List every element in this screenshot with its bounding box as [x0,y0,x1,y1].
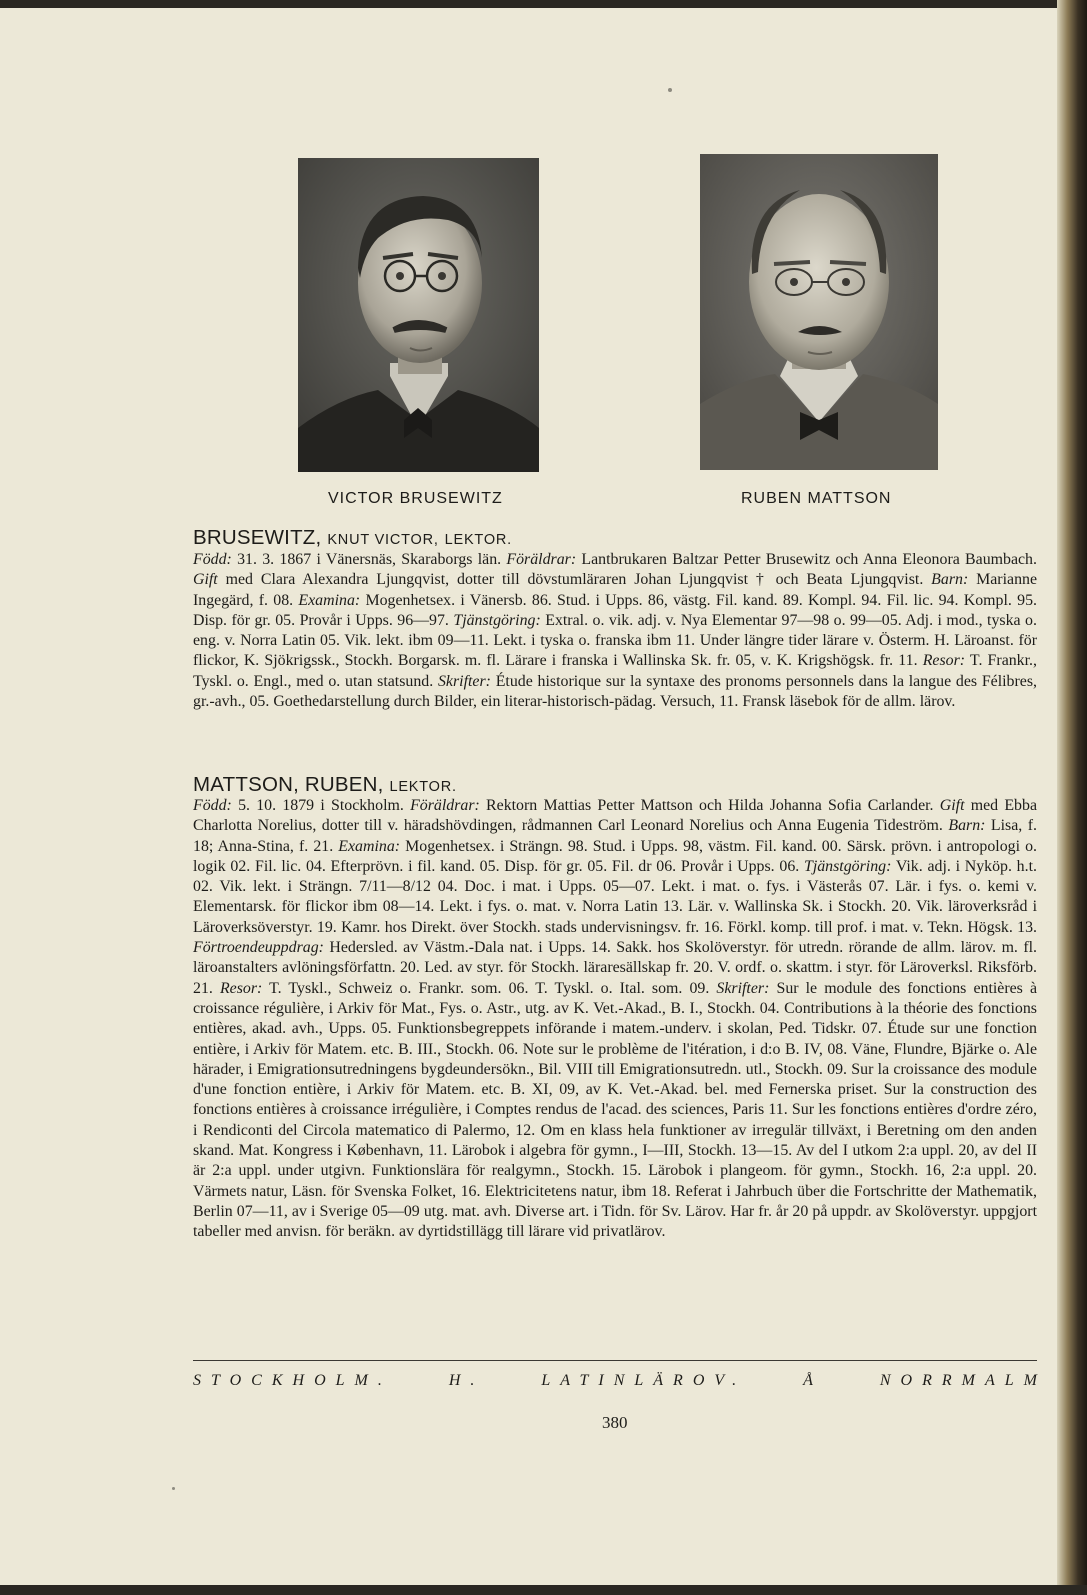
book-spine-edge [1057,0,1087,1595]
entry-biography-brusewitz [193,550,1037,712]
field-label-fortroendeuppdrag: Förtroendeuppdrag: [193,939,324,957]
field-text: 5. 10. 1879 i Stockholm. [231,797,411,814]
portrait-caption-left: VICTOR BRUSEWITZ [328,490,503,507]
page-top-edge [0,0,1087,8]
entry-heading-mattson [193,773,457,797]
field-label-resor: Resor: [219,979,263,997]
field-text: T. Frankr., Tyskl. o. Engl., med o. utan statsund. [193,652,1037,690]
portrait-caption-right: RUBEN MATTSON [741,490,892,507]
paper-speck [668,88,672,92]
field-text: 31. 3. 1867 i Vänersnäs, Skaraborgs län. [231,551,507,568]
field-label-fodd: Född: [193,797,232,814]
field-text: Lantbrukaren Baltzar Petter Brusewitz och Anna Eleonora Baumbach. [576,551,1037,568]
portrait-victor-brusewitz [298,158,539,472]
printer-footer [193,1372,1047,1390]
field-text: Sur le module des fonctions entières à croissance régulière, i Arkiv för Mat., Fys. o. Astr., utg. av K. Vet.-Akad., B. I., Stockh. 04. Contributions à la théorie des fonctions entières, akad. avh., Upps. 05. Funktionsbegreppets införande i matem.-underv. i skolan, Ped. Tidskr. 07. Étude sur une fonction entière, i Arkiv för Matem. etc. B. III., Stockh. 06. Note sur le problème de l'itération, i d:o B. IV, 08. Väne, Flundre, Bjärke o. Ale härader, i Emigrationsutredningens bygdeundersökn., Bil. VIII till Emigrationsutredn. utl., Stockh. 09. Sur la croissance des module d'une fonction entière, i Arkiv för Matem. etc. B. XI, 09, av K. Vet.-Akad. bel. med Fernerska priset. Sur la construction des fonctions entières à croissance irrégulière, i Comptes rendus de l'acad. des sciences, Paris 11. Sur les fonctions entières d'ordre zéro, i Rendiconti del Circola matematico di Palermo, 12. Om en klass hela funktioner av irregulär tillväxt, i Beretning om den anden skand. Mat. Kongress i København, 11. Lärobok i algebra för gymn., I—III, Stockh. 13—15. Av del I utkom 2:a uppl. 20, av del II är 2:a uppl. under utgivn. Funktionslära för realgymn., Stockh. 15. Lärobok i plangeom. för gymn., Stockh. 16, 2:a uppl. 20. Värmets natur, Läsn. för Svenska Folket, 16. Elektricitetens natur, ibm 18. Referat i Jahrbuch über die Fortschritte der Mathematik, Berlin 07—11, av i Sverige 05—09 utg. mat. avh. Diverse art. i Tidn. för Sv. Lärov. Har fr. år 20 på uppdr. av Skolöverstyr. uppgjort tabeller med anvisn. för beräkn. av dyrtidstillägg till lärare vid privatlärov. [193,979,1037,1241]
footer-city: STOCKHOLM. [193,1372,392,1389]
field-label-examina: Examina: [298,591,361,609]
field-label-barn: Barn: [931,571,969,589]
field-label-fodd: Född: [193,551,232,568]
field-text: med Clara Alexandra Ljungqvist, dotter till dövstumläraren Johan Ljungqvist † och Beata Ljungqvist. [217,571,932,589]
field-text: Hedersled. av Västm.-Dala nat. i Upps. 14. Sakk. hos Skolöverstyr. för utredn. rörande de allm. lärov. m. fl. läroanstalters avlöningsförfattn. 20. Led. av styr. för Stockh. läraresällskap fr. 20. V. ordf. o. skattm. i styr. för Läroverksl. Riksförb. 21. [193,939,1037,997]
entry-title: LEKTOR. [389,779,457,795]
entry-heading-brusewitz [193,526,512,550]
footer-printer-name: LATINLÄROV. [541,1372,747,1389]
field-text: Extral. o. vik. adj. v. Nya Elementar 97—98 o. 99—05. Adj. i mod., tyska o. eng. v. Norra Latin 05. Vik. lekt. ibm 09—11. Lekt. i tyska o. franska ibm 11. Under längre tider lärare v. Österm. H. Läroanst. för flickor, K. Sjökrigssk., Stockh. Borgarsk. m. fl. Lärare i franska i Wallinska Sk. fr. 05, v. K. Krigshögsk. fr. 11. [193,611,1037,670]
footer-separator: Å [803,1372,823,1389]
field-text: Marianne Ingegärd, f. 08. [193,571,1038,609]
footer-printer-initial: H. [448,1372,485,1389]
page-number: 380 [602,1413,628,1432]
field-label-skrifter: Skrifter: [437,672,491,690]
page-bottom-edge [0,1585,1087,1595]
footer-rule [193,1360,1037,1361]
entry-given-names: RUBEN, [304,773,384,796]
field-label-foraldrar: Föräldrar: [410,797,480,814]
footer-district: NORRMALM [879,1372,1047,1389]
field-text: T. Tyskl., Schweiz o. Frankr. som. 06. T. Tyskl. o. Ital. som. 09. [262,979,717,997]
field-label-tjanstgoring: Tjänstgöring: [803,857,892,875]
field-label-foraldrar: Föräldrar: [506,551,577,568]
paper-speck [172,1487,175,1490]
entry-given-names: KNUT VICTOR, [327,532,439,548]
field-text: Étude historique sur la syntaxe des pronoms personnels dans la langue des Félibres, gr.-avh., 05. Goethedarstellung durch Bilder, ein literar-historisch-pädag. Versuch, 11. Fransk läsebok för de allm. lärov. [193,672,1037,711]
field-text: med Ebba Charlotta Norelius, dotter till v. häradshövdingen, rådmannen Carl Leonard Norelius och Anna Eugenia Tideström. [193,797,1037,835]
entry-surname: MATTSON, [193,773,299,796]
field-label-tjanstgoring: Tjänstgöring: [453,611,541,629]
field-label-resor: Resor: [922,652,966,670]
field-text: Mogenhetsex. i Strängn. 98. Stud. i Upps. 98, västm. Fil. kand. 00. Särsk. prövn. i antropologi o. logik 02. Fil. lic. 04. Efterprövn. i fil. kand. 05. Disp. för gr. 05. Fil. dr 06. Provår i Upps. 06. [193,837,1038,875]
field-label-examina: Examina: [338,837,401,855]
field-label-skrifter: Skrifter: [716,979,770,997]
entry-biography-mattson [193,796,1037,1243]
field-text: Mogenhetsex. i Vänersb. 86. Stud. i Upps. 86, västg. Fil. kand. 89. Kompl. 94. Fil. lic. 94. Kompl. 95. Disp. för gr. 05. Provår i Upps. 96—97. [193,591,1037,629]
field-label-gift: Gift [193,571,218,589]
entry-surname: BRUSEWITZ, [193,526,322,549]
field-text: Lisa, f. 18; Anna-Stina, f. 21. [193,817,1037,855]
field-label-gift: Gift [939,797,965,814]
field-text: Vik. adj. i Nyköp. h.t. 02. Vik. lekt. i Strängn. 7/11—8/12 04. Doc. i mat. i Upps. 05—07. Lekt. i mat. o. fys. i Västerås 07. Lär. i fys. o. kemi v. Elementarsk. för flickor ibm 08—14. Lekt. i fys. o. mat. v. Norra Latin 13. Lär. v. Wallinska Sk. i Stockh. 20. Vik. läroverksråd i Läroverksöverstyr. 19. Kamr. hos Direkt. över Stockh. stads undervisningsv. fr. 16. Förkl. komp. till prof. i mat. v. Tekn. Högsk. 13. [193,857,1037,936]
field-text: Rektorn Mattias Petter Mattson och Hilda Johanna Sofia Carlander. [479,797,940,814]
entry-title: LEKTOR. [444,532,513,548]
portrait-ruben-mattson [700,154,938,470]
field-label-barn: Barn: [948,817,986,835]
